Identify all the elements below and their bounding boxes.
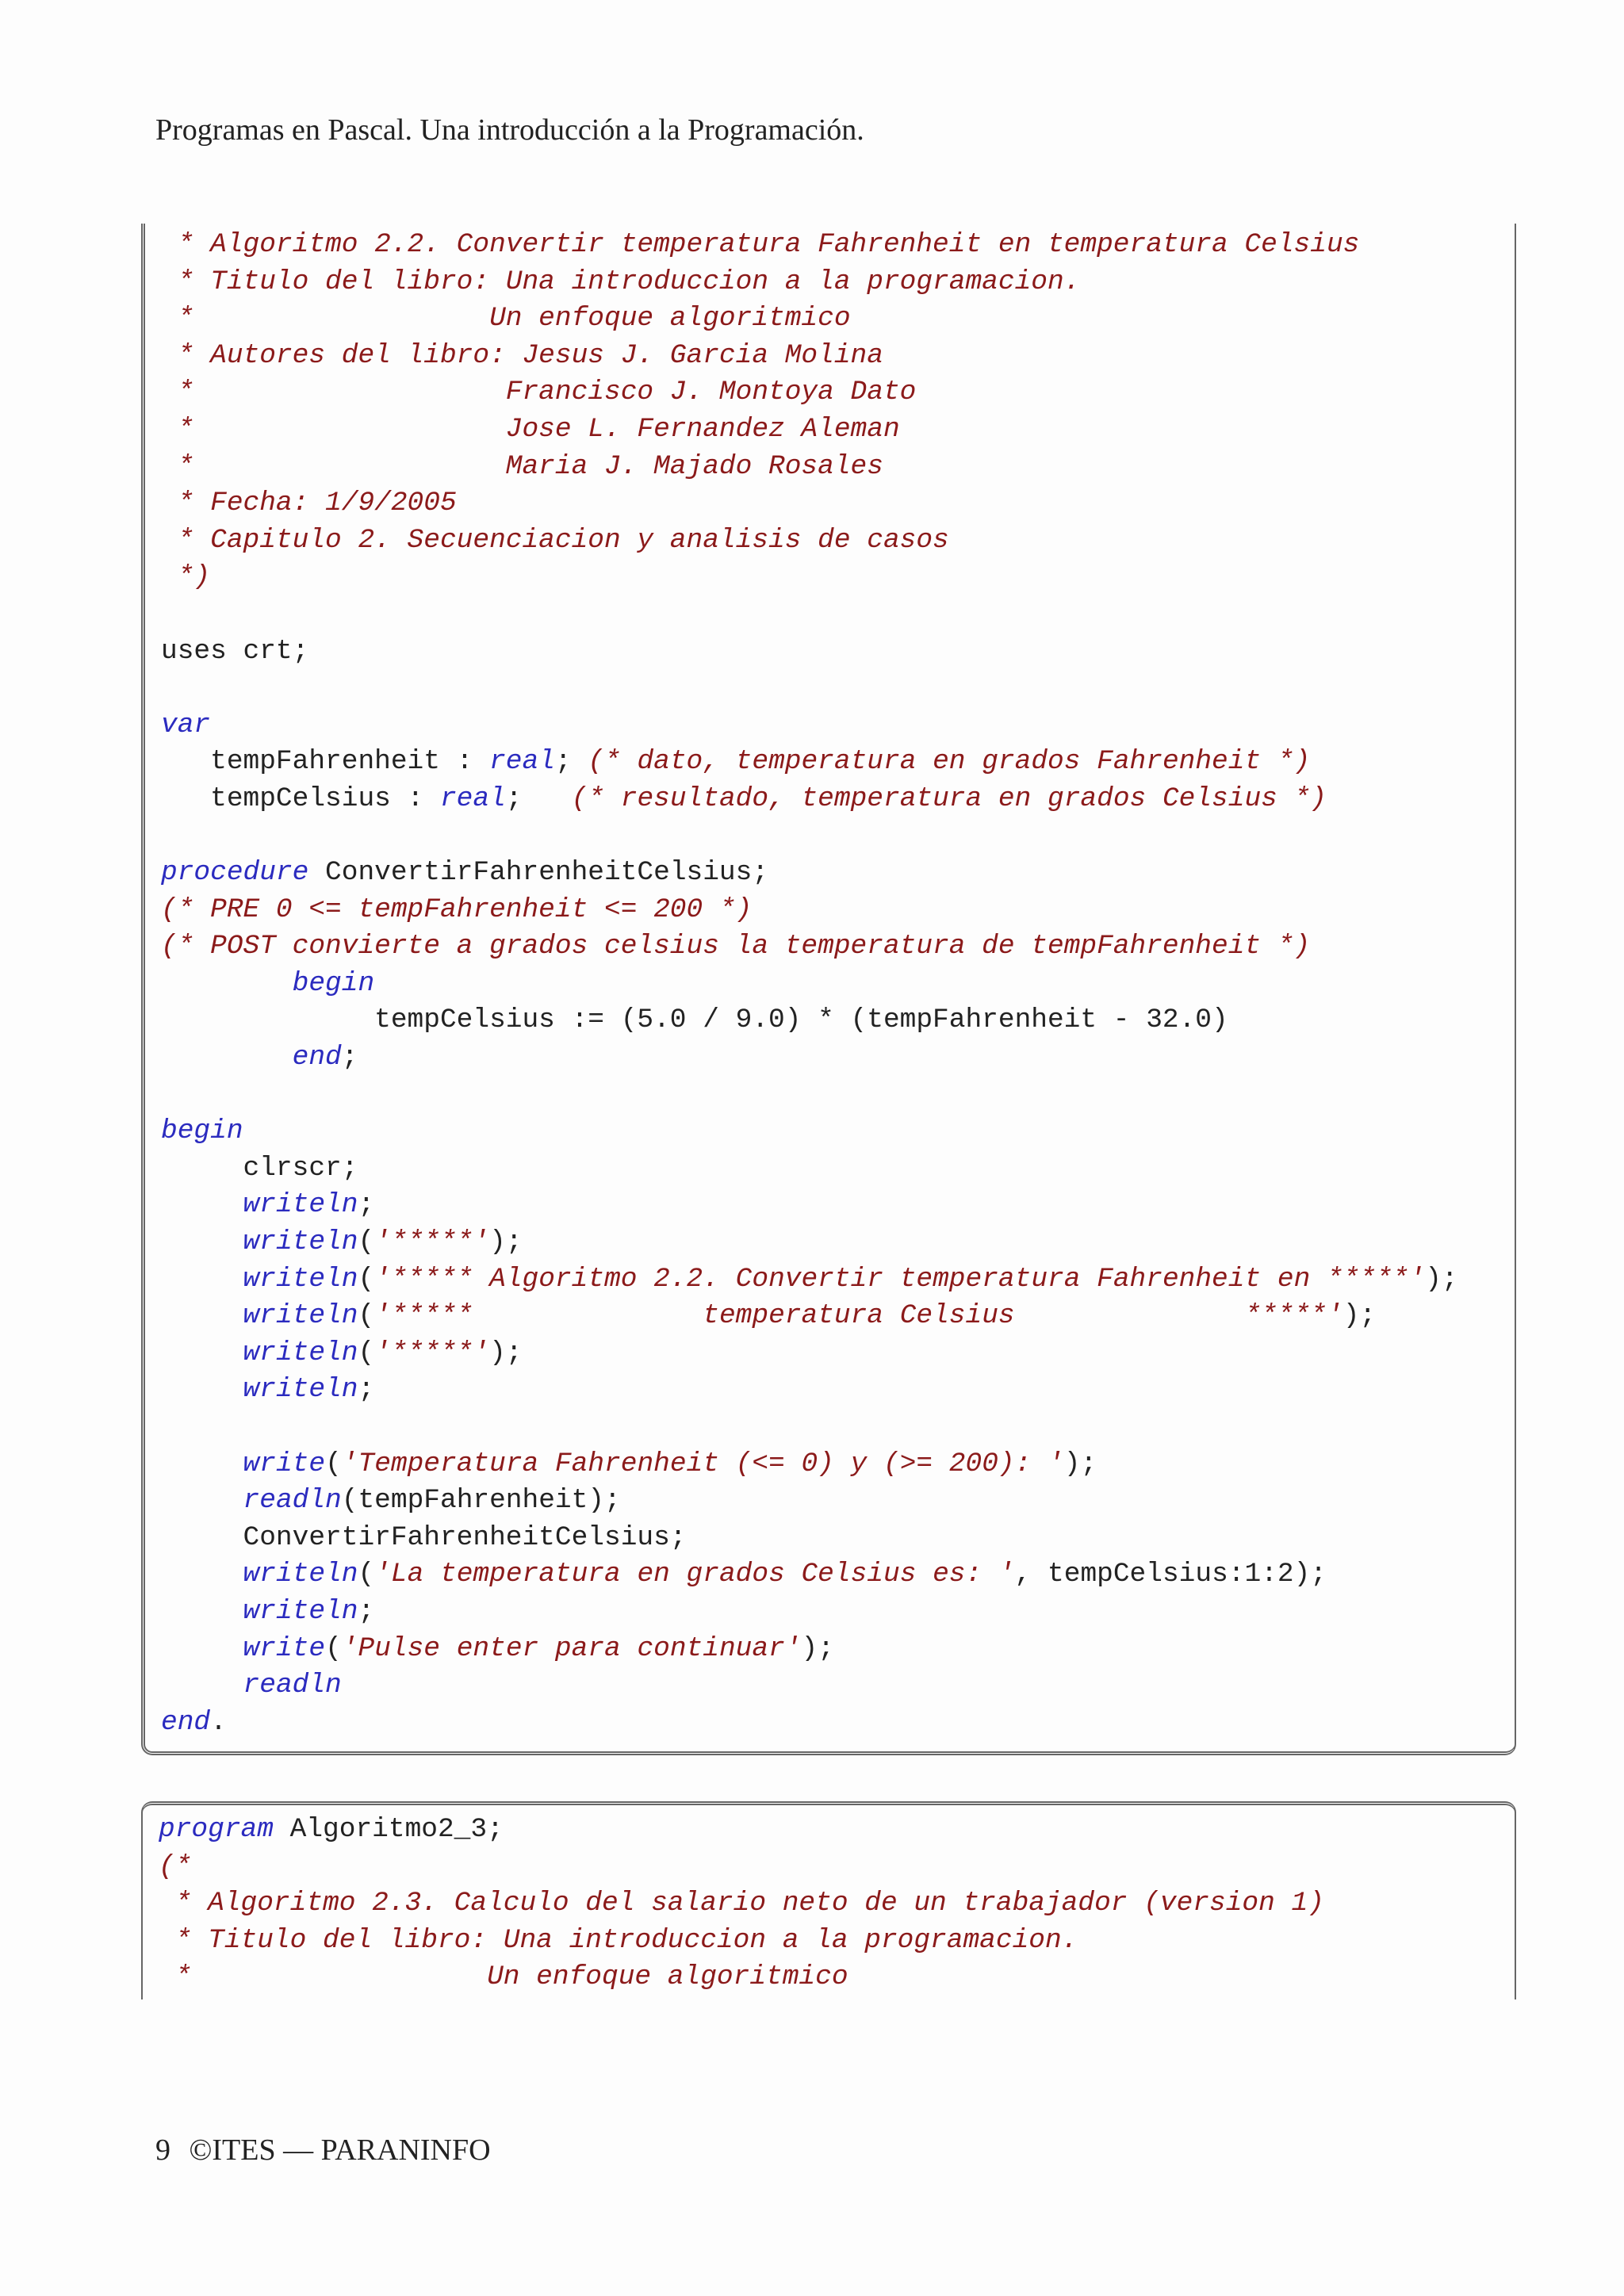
code-text: ); (1425, 1263, 1458, 1295)
code-line (161, 1372, 1458, 1409)
code-text: ; (505, 783, 572, 814)
code-string: 'Pulse enter para continuar' (341, 1632, 802, 1664)
code-line (161, 300, 1458, 338)
code-line (161, 522, 1458, 560)
code-line (161, 1002, 1458, 1039)
code-text: ; (358, 1374, 375, 1406)
code-text: ( (325, 1632, 342, 1664)
code-keyword: writeln (243, 1263, 358, 1295)
code-text: ( (358, 1263, 375, 1295)
code-keyword: writeln (243, 1595, 358, 1627)
code-text: ; (358, 1189, 375, 1221)
code-text: ); (489, 1226, 523, 1258)
code-line (161, 1187, 1458, 1224)
code-line (161, 374, 1458, 411)
code-string: '***** Algoritmo 2.2. Convertir temperatura Fahrenheit en *****' (374, 1263, 1426, 1295)
code-line (159, 1885, 1324, 1923)
code-line (161, 670, 1458, 707)
code-comment: * Capitulo 2. Secuenciacion y analisis de casos (161, 524, 949, 556)
code-line (161, 1631, 1458, 1668)
code-comment: (* (159, 1850, 192, 1882)
code-keyword: begin (161, 1115, 243, 1147)
code-comment: (* POST convierte a grados celsius la temperatura de tempFahrenheit *) (161, 931, 1311, 962)
code-keyword: real (489, 746, 555, 778)
code-text (161, 1300, 243, 1331)
code-block (159, 1812, 1324, 1996)
code-line (161, 633, 1458, 671)
code-line (161, 1039, 1458, 1077)
code-text (161, 1042, 293, 1073)
code-line (159, 1923, 1324, 1960)
code-line (161, 892, 1458, 929)
code-text: ( (358, 1337, 375, 1368)
code-line (161, 1520, 1458, 1557)
code-text: (tempFahrenheit); (341, 1485, 621, 1517)
code-comment: * Autores del libro: Jesus J. Garcia Molina (161, 339, 883, 371)
code-text (161, 1670, 243, 1701)
code-keyword: real (439, 783, 506, 814)
code-line (161, 781, 1458, 818)
code-keyword: writeln (243, 1337, 358, 1368)
code-line (161, 1556, 1458, 1594)
code-text (161, 1189, 243, 1220)
code-line (161, 227, 1458, 264)
code-text (161, 1559, 243, 1590)
code-comment: * Fecha: 1/9/2005 (161, 488, 457, 519)
code-keyword: readln (243, 1485, 342, 1517)
code-comment: * Algoritmo 2.3. Calculo del salario neto de un trabajador (version 1) (159, 1888, 1324, 1919)
code-keyword: writeln (243, 1226, 358, 1258)
code-line (161, 559, 1458, 596)
code-string: '*****' (374, 1337, 490, 1368)
code-keyword: procedure (161, 857, 309, 889)
code-keyword: end (292, 1042, 342, 1073)
code-keyword: begin (292, 967, 375, 999)
code-keyword: writeln (243, 1189, 358, 1221)
code-keyword: writeln (243, 1300, 358, 1332)
code-line (161, 1409, 1458, 1446)
code-text: ); (489, 1337, 523, 1368)
code-listing-algoritmo-2-2 (141, 224, 1516, 1755)
code-line (161, 707, 1458, 744)
code-text: clrscr; (161, 1152, 358, 1184)
code-line (161, 338, 1458, 375)
code-line (161, 411, 1458, 449)
code-text: tempCelsius : (161, 783, 440, 814)
code-text: ); (801, 1632, 834, 1664)
code-line (161, 1224, 1458, 1261)
code-text (161, 1448, 243, 1479)
running-header: Programas en Pascal. Una introducción a la Programación. (155, 113, 864, 147)
code-line (161, 928, 1458, 966)
code-keyword: writeln (243, 1374, 358, 1406)
code-string: '***** temperatura Celsius *****' (374, 1300, 1343, 1332)
page-footer (155, 2133, 502, 2168)
code-keyword: end (161, 1706, 211, 1738)
code-line (161, 1667, 1458, 1705)
page-number: 9 (155, 2133, 170, 2167)
code-keyword: write (243, 1632, 326, 1664)
code-text: ); (1342, 1300, 1377, 1332)
code-comment: * Jose L. Fernandez Aleman (161, 413, 900, 445)
code-text: ( (358, 1559, 375, 1590)
code-line (161, 1261, 1458, 1299)
code-text: ( (325, 1448, 342, 1479)
code-line (161, 1594, 1458, 1631)
code-comment: * Titulo del libro: Una introduccion a la programacion. (159, 1924, 1078, 1956)
code-text: ; (358, 1595, 375, 1627)
code-text (161, 1374, 243, 1405)
code-text (161, 1596, 243, 1627)
code-text (161, 968, 293, 999)
code-text (161, 1633, 243, 1664)
code-keyword: program (159, 1814, 274, 1845)
code-string: '*****' (374, 1226, 490, 1258)
code-text: ( (358, 1300, 375, 1332)
code-text (161, 1337, 243, 1368)
code-text (161, 1264, 243, 1295)
code-comment: (* PRE 0 <= tempFahrenheit <= 200 *) (161, 894, 753, 925)
code-line (161, 1150, 1458, 1188)
code-line (161, 1705, 1458, 1742)
code-keyword: var (161, 709, 211, 740)
code-text: . (210, 1706, 227, 1738)
code-listing-algoritmo-2-3 (141, 1801, 1516, 1999)
code-line (161, 485, 1458, 522)
copyright-text: ©ITES — PARANINFO (189, 2133, 491, 2167)
code-line (161, 744, 1458, 781)
code-text: uses crt; (161, 635, 309, 667)
code-text: ; (554, 746, 588, 778)
code-comment: * Titulo del libro: Una introduccion a la programacion. (161, 266, 1081, 297)
code-line (159, 1959, 1324, 1996)
code-line (161, 264, 1458, 301)
code-line (159, 1812, 1324, 1849)
code-comment: * Un enfoque algoritmico (161, 303, 851, 335)
code-text: ( (358, 1226, 375, 1258)
code-text: ; (341, 1042, 358, 1073)
code-keyword: writeln (243, 1559, 358, 1590)
code-text: Algoritmo2_3; (273, 1814, 504, 1845)
code-keyword: readln (243, 1670, 342, 1701)
code-comment: * Maria J. Majado Rosales (161, 450, 883, 482)
code-string: 'Temperatura Fahrenheit (<= 0) y (>= 200): ' (341, 1448, 1064, 1479)
code-line (161, 1298, 1458, 1335)
code-block (161, 227, 1458, 1741)
code-text: tempCelsius := (5.0 / 9.0) * (tempFahrenheit - 32.0) (161, 1004, 1228, 1036)
code-string: 'La temperatura en grados Celsius es: ' (374, 1559, 1015, 1590)
code-line (161, 966, 1458, 1003)
code-line (161, 818, 1458, 855)
code-text (161, 1226, 243, 1257)
code-text: ConvertirFahrenheitCelsius; (308, 857, 769, 889)
code-comment: (* resultado, temperatura en grados Celsius *) (571, 783, 1327, 814)
code-comment: (* dato, temperatura en grados Fahrenheit *) (588, 746, 1311, 778)
code-text: ConvertirFahrenheitCelsius; (161, 1521, 687, 1553)
code-line (159, 1849, 1324, 1886)
code-comment: *) (161, 561, 211, 593)
code-text (161, 1485, 243, 1516)
code-comment: * Francisco J. Montoya Dato (161, 377, 917, 408)
code-line (161, 1113, 1458, 1150)
code-line (161, 1335, 1458, 1372)
code-comment: * Algoritmo 2.2. Convertir temperatura Fahrenheit en temperatura Celsius (161, 229, 1360, 260)
code-text: , tempCelsius:1:2); (1014, 1559, 1327, 1590)
code-text: tempFahrenheit : (161, 746, 490, 778)
code-line (161, 855, 1458, 892)
code-keyword: write (243, 1448, 326, 1479)
code-line (161, 1077, 1458, 1114)
code-line (161, 596, 1458, 633)
code-line (161, 1446, 1458, 1483)
code-text: ); (1063, 1448, 1097, 1479)
code-line (161, 1483, 1458, 1520)
code-comment: * Un enfoque algoritmico (159, 1961, 848, 1993)
code-line (161, 449, 1458, 486)
